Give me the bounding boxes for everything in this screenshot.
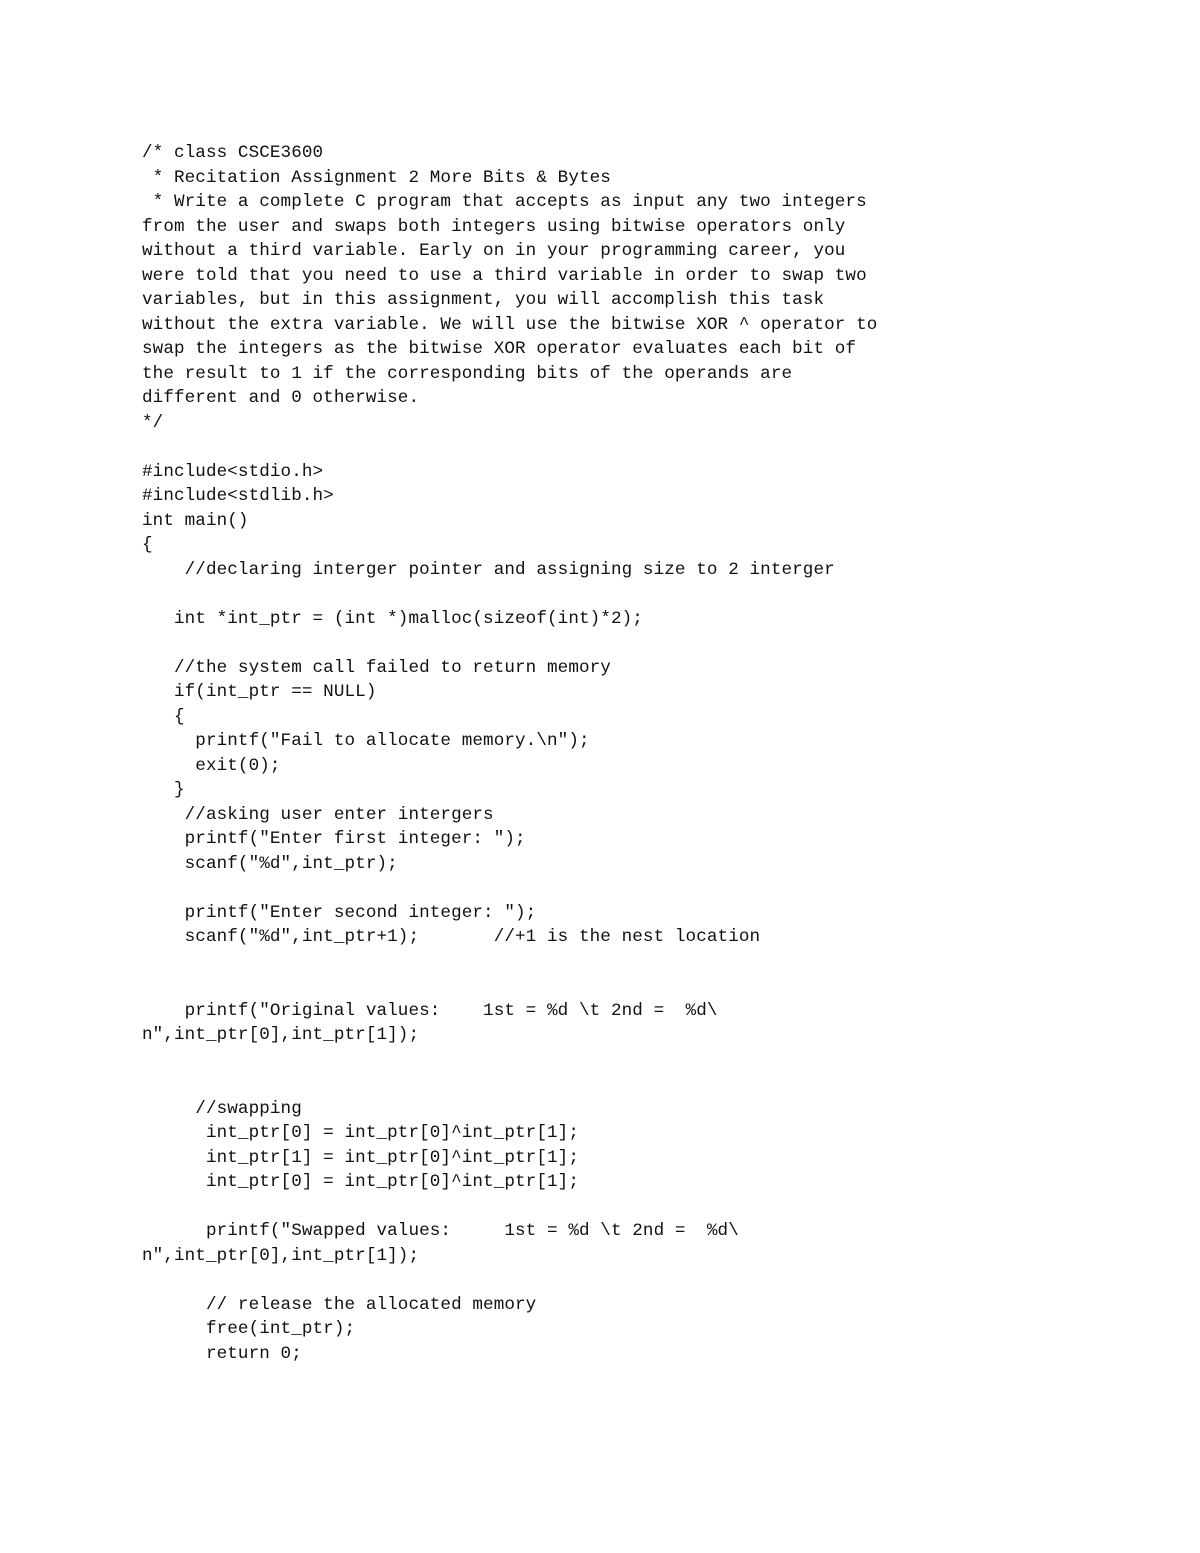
code-line: free(int_ptr); — [142, 1319, 356, 1339]
code-line: printf("Enter first integer: "); — [142, 829, 526, 849]
blank-line — [142, 876, 877, 901]
code-line: * Write a complete C program that accepts as input any two integers — [142, 192, 867, 212]
code-line: */ — [142, 412, 164, 433]
code-line: int_ptr[0] = int_ptr[0]^int_ptr[1]; — [142, 1172, 579, 1192]
code-line: //the system call failed to return memory — [142, 657, 611, 678]
code-line: //declaring interger pointer and assigning size to 2 interger — [142, 559, 835, 580]
code-line: { — [142, 706, 185, 727]
code-line: scanf("%d",int_ptr); — [142, 853, 398, 874]
code-line: printf("Original values: 1st = %d \t 2nd = %d\ — [142, 1000, 718, 1021]
code-line: n",int_ptr[0],int_ptr[1]); — [142, 1245, 420, 1266]
blank-line — [142, 1048, 877, 1073]
code-line: { — [142, 535, 153, 555]
code-listing — [142, 141, 877, 1366]
code-line: int *int_ptr = (int *)malloc(sizeof(int)*2); — [142, 608, 643, 629]
code-line: int main() — [142, 510, 249, 531]
blank-line — [142, 631, 877, 656]
code-line: swap the integers as the bitwise XOR operator evaluates each bit of — [142, 339, 857, 359]
code-line: return 0; — [142, 1343, 302, 1364]
code-line: //swapping — [142, 1098, 302, 1119]
code-line: n",int_ptr[0],int_ptr[1]); — [142, 1025, 420, 1045]
code-line: were told that you need to use a third variable in order to swap two — [142, 265, 867, 286]
code-line: int_ptr[0] = int_ptr[0]^int_ptr[1]; — [142, 1123, 579, 1143]
code-line: } — [142, 780, 185, 800]
code-line: the result to 1 if the corresponding bits of the operands are — [142, 363, 793, 384]
code-line: variables, but in this assignment, you will accomplish this task — [142, 290, 825, 310]
code-line: //asking user enter intergers — [142, 804, 494, 825]
code-line: /* class CSCE3600 — [142, 143, 324, 163]
code-line: exit(0); — [142, 755, 281, 776]
code-line: if(int_ptr == NULL) — [142, 682, 377, 702]
code-line: scanf("%d",int_ptr+1); //+1 is the nest location — [142, 927, 761, 947]
blank-line — [142, 1072, 877, 1097]
blank-line — [142, 950, 877, 975]
code-line: #include<stdio.h> — [142, 461, 324, 482]
code-line: // release the allocated memory — [142, 1294, 537, 1315]
code-line: different and 0 otherwise. — [142, 388, 420, 408]
blank-line — [142, 435, 877, 460]
blank-line — [142, 974, 877, 999]
code-line: #include<stdlib.h> — [142, 486, 334, 506]
code-line: printf("Swapped values: 1st = %d \t 2nd = %d\ — [142, 1221, 739, 1241]
code-line: without the extra variable. We will use the bitwise XOR ^ operator to — [142, 314, 878, 335]
code-line: int_ptr[1] = int_ptr[0]^int_ptr[1]; — [142, 1147, 579, 1168]
code-line: from the user and swaps both integers using bitwise operators only — [142, 216, 846, 237]
blank-line — [142, 1195, 877, 1220]
code-line: * Recitation Assignment 2 More Bits & Bytes — [142, 167, 611, 188]
code-line: printf("Fail to allocate memory.\n"); — [142, 731, 590, 751]
blank-line — [142, 1268, 877, 1293]
code-line: without a third variable. Early on in your programming career, you — [142, 241, 846, 261]
blank-line — [142, 582, 877, 607]
code-line: printf("Enter second integer: "); — [142, 902, 537, 923]
